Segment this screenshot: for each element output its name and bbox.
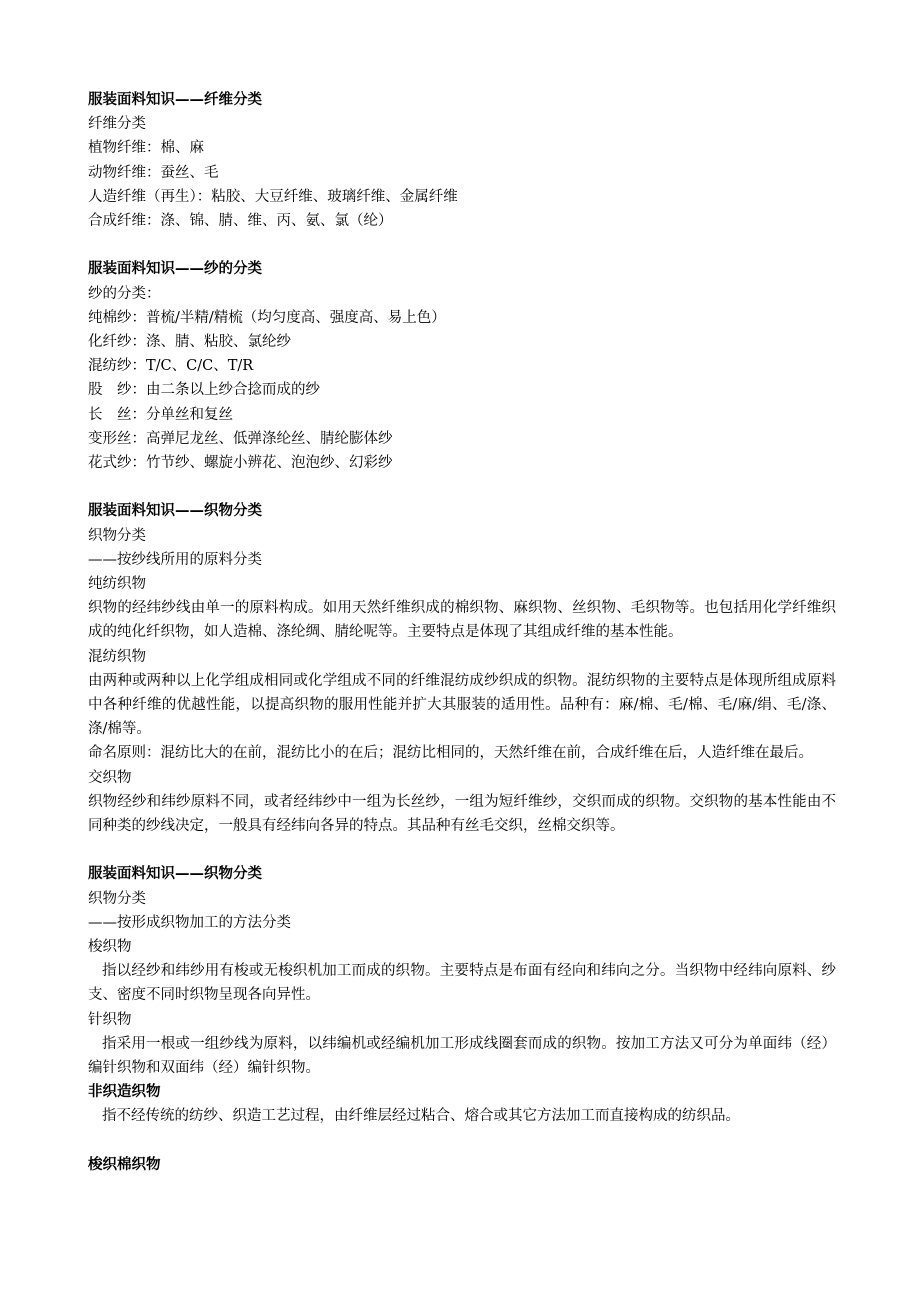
paragraph-knit-fabric: 指采用一根或一组纱线为原料，以纬编机或经编机加工形成线圈套而成的织物。按加工方法又可分为单面纬（经）编针织物和双面纬（经）编针织物。 bbox=[88, 1035, 836, 1077]
section-title-yarn-classification: 服装面料知识——纱的分类 bbox=[88, 261, 262, 278]
text-line: 混纺纱：T/C、C/C、T/R bbox=[88, 358, 254, 375]
text-line: 变形丝：高弹尼龙丝、低弹涤纶丝、腈纶膨体纱 bbox=[88, 430, 393, 447]
text-line: 化纤纱：涤、腈、粘胶、氯纶纱 bbox=[88, 334, 291, 351]
text-line: 股 纱：由二条以上纱合捻而成的纱 bbox=[88, 382, 320, 399]
text-line: 合成纤维：涤、锦、腈、维、丙、氨、氯（纶） bbox=[88, 213, 393, 230]
subheading-blend-fabric: 混纺织物 bbox=[88, 648, 146, 665]
subheading-interwoven-fabric: 交织物 bbox=[88, 769, 132, 786]
spacer bbox=[88, 1129, 836, 1153]
subtitle: ——按形成织物加工的方法分类 bbox=[88, 914, 291, 931]
section-title-woven-cotton: 梭织棉织物 bbox=[88, 1156, 161, 1173]
text-line: 植物纤维：棉、麻 bbox=[88, 140, 204, 157]
text-line: 长 丝：分单丝和复丝 bbox=[88, 406, 233, 423]
spacer bbox=[88, 475, 836, 499]
paragraph-blend-fabric: 由两种或两种以上化学组成相同或化学组成不同的纤维混纺成纱织成的织物。混纺织物的主要特点是体现所组成原料中各种纤维的优越性能，以提高织物的服用性能并扩大其服装的适用性。品种有：麻/棉、毛/棉、毛/麻/绢、毛/涤、涤/棉等。 bbox=[88, 672, 836, 738]
text-line: 花式纱：竹节纱、螺旋小辨花、泡泡纱、幻彩纱 bbox=[88, 455, 393, 472]
subheading-knit-fabric: 针织物 bbox=[88, 1011, 132, 1028]
subtitle: 织物分类 bbox=[88, 890, 146, 907]
paragraph-interwoven-fabric: 织物经纱和纬纱原料不同，或者经纬纱中一组为长丝纱，一组为短纤维纱，交织而成的织物。交织物的基本性能由不同种类的纱线决定，一般具有经纬向各异的特点。其品种有丝毛交织，丝棉交织等。 bbox=[88, 793, 836, 835]
subtitle: 织物分类 bbox=[88, 527, 146, 544]
paragraph-woven-fabric: 指以经纱和纬纱用有梭或无梭织机加工而成的织物。主要特点是布面有经向和纬向之分。当织物中经纬向原料、纱支、密度不同时织物呈现各向异性。 bbox=[88, 963, 836, 1004]
spacer bbox=[88, 838, 836, 862]
paragraph-naming-rule: 命名原则：混纺比大的在前，混纺比小的在后；混纺比相同的，天然纤维在前，合成纤维在后，人造纤维在最后。 bbox=[88, 745, 813, 762]
paragraph-pure-fabric: 织物的经纬纱线由单一的原料构成。如用天然纤维织成的棉织物、麻织物、丝织物、毛织物等。也包括用化学纤维织成的纯化纤织物，如人造棉、涤纶绸、腈纶呢等。主要特点是体现了其组成纤维的基本性能。 bbox=[88, 600, 836, 641]
subheading-pure-fabric: 纯纺织物 bbox=[88, 576, 146, 593]
text-line: 纯棉纱：普梳/半精/精梳（均匀度高、强度高、易上色） bbox=[88, 309, 446, 326]
section-title-fabric-by-method: 服装面料知识——织物分类 bbox=[88, 866, 262, 883]
spacer bbox=[88, 233, 836, 257]
subtitle: ——按纱线所用的原料分类 bbox=[88, 551, 262, 568]
text-line: 纤维分类 bbox=[88, 116, 146, 133]
text-line: 动物纤维：蚕丝、毛 bbox=[88, 164, 219, 181]
subheading-nonwoven-fabric: 非织造织物 bbox=[88, 1084, 161, 1101]
paragraph-nonwoven-fabric: 指不经传统的纺纱、织造工艺过程，由纤维层经过粘合、熔合或其它方法加工而直接构成的纺织品。 bbox=[102, 1108, 740, 1125]
document-page bbox=[88, 88, 836, 1177]
section-title-fiber-classification: 服装面料知识——纤维分类 bbox=[88, 92, 262, 108]
text-line: 纱的分类： bbox=[88, 285, 161, 302]
subheading-woven-fabric: 梭织物 bbox=[88, 939, 132, 956]
section-title-fabric-by-material: 服装面料知识——织物分类 bbox=[88, 503, 262, 520]
text-line: 人造纤维（再生）：粘胶、大豆纤维、玻璃纤维、金属纤维 bbox=[88, 188, 458, 205]
